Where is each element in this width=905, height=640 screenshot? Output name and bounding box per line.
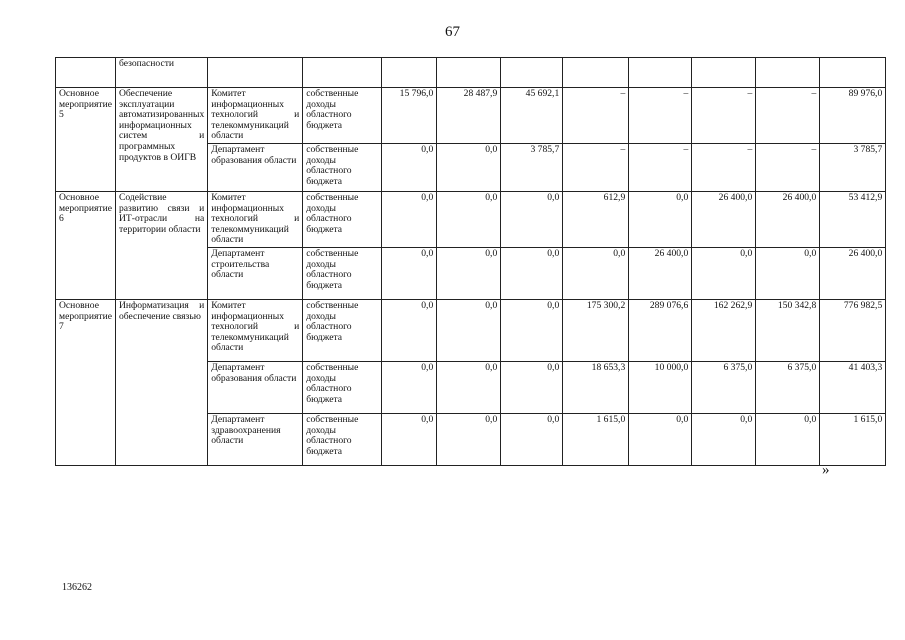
total-cell: 89 976,0 [820, 88, 886, 144]
value-cell: 0,0 [437, 299, 501, 361]
value-cell: – [629, 143, 692, 191]
value-cell: 0,0 [382, 247, 437, 299]
total-cell: 26 400,0 [820, 247, 886, 299]
value-cell: 0,0 [692, 413, 756, 465]
table-row [56, 299, 886, 361]
value-cell: – [629, 88, 692, 144]
total-cell: 41 403,3 [820, 361, 886, 413]
value-cell: 162 262,9 [692, 299, 756, 361]
value-cell: 0,0 [501, 361, 563, 413]
measure-cell: Основное мероприятие 6 [56, 191, 116, 299]
source-cell [303, 58, 382, 88]
value-cell: 10 000,0 [629, 361, 692, 413]
value-cell: 0,0 [382, 299, 437, 361]
total-cell [820, 58, 886, 88]
value-cell: – [692, 143, 756, 191]
source-cell: собственные доходы областного бюджета [303, 143, 382, 191]
value-cell: 612,9 [563, 191, 629, 247]
value-cell: 1 615,0 [563, 413, 629, 465]
value-cell: 0,0 [437, 413, 501, 465]
value-cell: 0,0 [382, 191, 437, 247]
executor-cell [208, 58, 303, 88]
table-row [56, 58, 886, 88]
measure-cell [56, 58, 116, 88]
value-cell: 0,0 [692, 247, 756, 299]
value-cell: 0,0 [382, 361, 437, 413]
value-cell [501, 58, 563, 88]
value-cell: 26 400,0 [756, 191, 820, 247]
value-cell: 6 375,0 [692, 361, 756, 413]
table-row [56, 191, 886, 247]
value-cell [692, 58, 756, 88]
closing-quote-mark: » [822, 462, 830, 478]
source-cell: собственные доходы областного бюджета [303, 361, 382, 413]
value-cell [382, 58, 437, 88]
executor-cell: Департамент образования области [208, 361, 303, 413]
value-cell: 26 400,0 [692, 191, 756, 247]
value-cell: 45 692,1 [501, 88, 563, 144]
total-cell: 3 785,7 [820, 143, 886, 191]
budget-table [55, 57, 886, 466]
value-cell: 0,0 [437, 361, 501, 413]
value-cell: 0,0 [501, 191, 563, 247]
value-cell [756, 58, 820, 88]
value-cell: – [756, 88, 820, 144]
executor-cell: Департамент строительства области [208, 247, 303, 299]
value-cell [437, 58, 501, 88]
value-cell: 28 487,9 [437, 88, 501, 144]
executor-cell: Департамент здравоохранения области [208, 413, 303, 465]
measure-cell: Основное мероприятие 7 [56, 299, 116, 465]
value-cell: 0,0 [501, 247, 563, 299]
value-cell: 0,0 [437, 247, 501, 299]
source-cell: собственные доходы областного бюджета [303, 191, 382, 247]
value-cell: 289 076,6 [629, 299, 692, 361]
executor-cell: Комитет информационных технологий и телекоммуникаций области [208, 299, 303, 361]
source-cell: собственные доходы областного бюджета [303, 88, 382, 144]
value-cell: 0,0 [629, 413, 692, 465]
total-cell: 53 412,9 [820, 191, 886, 247]
value-cell: 0,0 [756, 413, 820, 465]
total-cell: 1 615,0 [820, 413, 886, 465]
value-cell: 0,0 [501, 299, 563, 361]
source-cell: собственные доходы областного бюджета [303, 299, 382, 361]
value-cell: – [756, 143, 820, 191]
value-cell: 150 342,8 [756, 299, 820, 361]
source-cell: собственные доходы областного бюджета [303, 413, 382, 465]
table-row [56, 88, 886, 144]
executor-cell: Департамент образования области [208, 143, 303, 191]
value-cell: 3 785,7 [501, 143, 563, 191]
value-cell: 0,0 [437, 191, 501, 247]
value-cell: 0,0 [382, 143, 437, 191]
executor-cell: Комитет информационных технологий и телекоммуникаций области [208, 191, 303, 247]
value-cell: 26 400,0 [629, 247, 692, 299]
value-cell: – [692, 88, 756, 144]
value-cell: 0,0 [501, 413, 563, 465]
value-cell: 0,0 [563, 247, 629, 299]
value-cell [563, 58, 629, 88]
value-cell: 0,0 [437, 143, 501, 191]
value-cell: – [563, 88, 629, 144]
description-cell: безопасности [115, 58, 207, 88]
value-cell: 175 300,2 [563, 299, 629, 361]
value-cell: 6 375,0 [756, 361, 820, 413]
executor-cell: Комитет информационных технологий и телекоммуникаций области [208, 88, 303, 144]
source-cell: собственные доходы областного бюджета [303, 247, 382, 299]
description-cell: Содействие развитию связи и ИТ-отрасли на территории области [115, 191, 207, 299]
page-number: 67 [445, 24, 460, 40]
value-cell: 0,0 [382, 413, 437, 465]
description-cell: Обеспечение эксплуатации автоматизированных информационных систем и программных продуктов в ОИГВ [115, 88, 207, 192]
measure-cell: Основное мероприятие 5 [56, 88, 116, 192]
document-code: 136262 [62, 582, 92, 593]
description-cell: Информатизация и обеспечение связью [115, 299, 207, 465]
value-cell: 18 653,3 [563, 361, 629, 413]
value-cell: – [563, 143, 629, 191]
value-cell: 0,0 [629, 191, 692, 247]
total-cell: 776 982,5 [820, 299, 886, 361]
value-cell [629, 58, 692, 88]
value-cell: 0,0 [756, 247, 820, 299]
value-cell: 15 796,0 [382, 88, 437, 144]
